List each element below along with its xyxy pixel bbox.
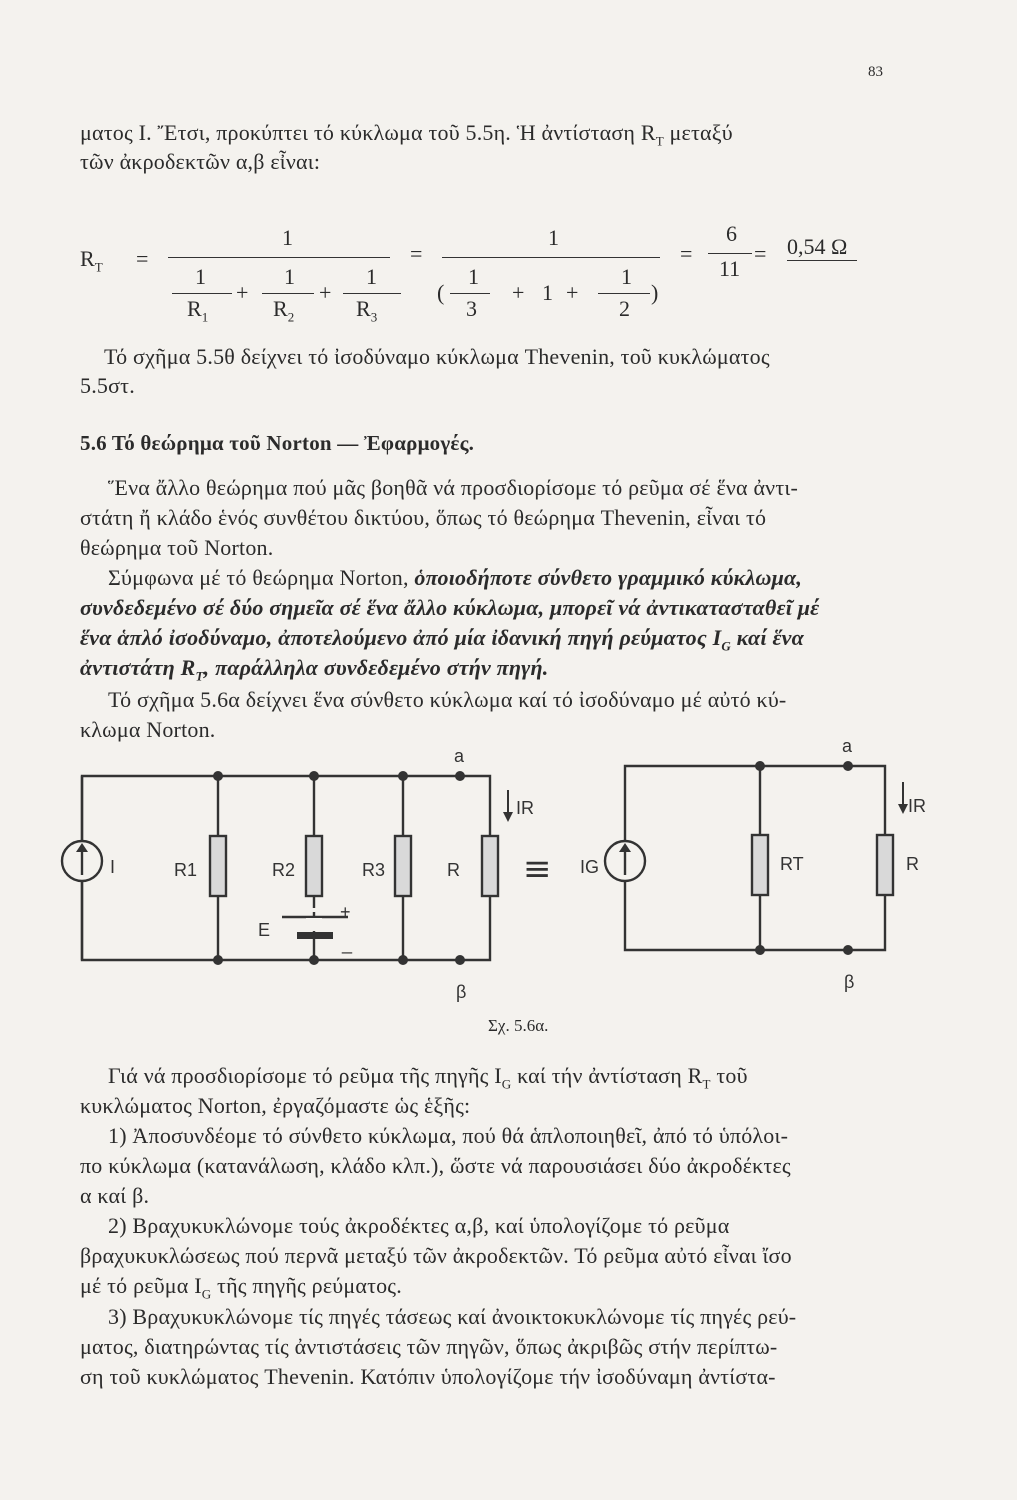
page-number: 83 (868, 64, 883, 80)
eq-plus: + (236, 280, 249, 305)
node (398, 771, 408, 781)
paragraph-line: στάτη ἤ κλάδο ἑνός συνθέτου δικτύου, ὅπως τό θεώρημα Thevenin, εἶναι τό (80, 505, 767, 530)
eq-r1 (187, 296, 208, 325)
eq-fraction-bar (343, 293, 401, 294)
text: μέ τό ρεῦμα I (80, 1273, 202, 1298)
load-label: R (906, 854, 919, 874)
node (309, 771, 319, 781)
paragraph-line: Τό σχῆμα 5.6α δείχνει ἕνα σύνθετο κύκλωμα καί τό ἰσοδύναμο μέ αὐτό κύ- (108, 687, 787, 712)
r2-resistor (306, 836, 322, 896)
eq-fraction-bar (262, 293, 314, 294)
current-label: IR (908, 796, 926, 816)
eq-fraction-bar (598, 293, 650, 294)
text: μεταξύ (663, 120, 733, 145)
eq-equals: = (136, 246, 149, 271)
eq-r3 (356, 296, 377, 325)
paragraph-line: Ἕνα ἄλλο θεώρημα πού μᾶς βοηθᾶ νά προσδιορίσομε τό ρεῦμα σέ ἕνα ἀντι- (108, 475, 799, 500)
subscript: T (195, 668, 204, 684)
subscript: T (702, 1076, 711, 1092)
paragraph-line: 5.5στ. (80, 373, 135, 398)
r: R (187, 296, 202, 321)
node (455, 771, 465, 781)
subscript: G (201, 1286, 212, 1302)
text: ἀντιστάτη R (80, 655, 196, 680)
node (398, 955, 408, 965)
source-label: I (110, 857, 116, 877)
terminal-a: a (454, 746, 465, 766)
node (843, 945, 853, 955)
r1-label: R1 (174, 860, 198, 880)
complex-circuit (62, 746, 534, 1002)
paragraph-line (108, 564, 938, 592)
node (213, 955, 223, 965)
eq-numerator: 1 (282, 225, 293, 250)
paragraph-line: τῶν ἀκροδεκτῶν α,β εἶναι: (80, 149, 321, 174)
eq-fraction-bar (708, 253, 752, 254)
battery-plate-short (297, 932, 333, 939)
eq-six: 6 (726, 221, 737, 246)
step-2-line: βραχυκυκλώσεως πού περνᾶ μεταξύ τῶν ἀκροδεκτῶν. Τό ρεῦμα αὐτό εἶναι ἴσο (80, 1243, 792, 1268)
eq-one: 1 (195, 264, 206, 289)
r: R (356, 296, 371, 321)
subscript: T (655, 133, 664, 149)
eq-fraction-bar (442, 257, 660, 258)
node (755, 945, 765, 955)
eq-one: 1 (284, 264, 295, 289)
eq-fraction-bar (172, 293, 232, 294)
step-1-line: 1) Ἀποσυνδέομε τό σύνθετο κύκλωμα, πού θά ἁπλοποιηθεῖ, ἀπό τό ὑπόλοι- (108, 1123, 789, 1148)
paragraph-line: συνδεδεμένο σέ δύο σημεῖα σέ ἕνα ἄλλο κύκλωμα, μπορεῖ νά ἀντικατασταθεῖ μέ (80, 595, 820, 620)
paragraph-line (80, 654, 910, 690)
subscript: G (721, 638, 731, 654)
text: Γιά νά προσδιορίσομε τό ρεῦμα τῆς πηγῆς I (108, 1063, 502, 1088)
text: τοῦ (710, 1063, 748, 1088)
current-label: IR (516, 798, 534, 818)
text: ματος I. Ἔτσι, προκύπτει τό κύκλωμα τοῦ 5.5η. Ἡ ἀντίσταση R (80, 120, 656, 145)
step-1-line: πο κύκλωμα (κατανάλωση, κλάδο κλπ.), ὥστε νά παρουσιάσει δύο ἀκροδέκτες (80, 1153, 791, 1178)
battery-plus: + (340, 902, 351, 922)
current-arrowhead-icon (898, 804, 908, 814)
node (309, 955, 319, 965)
eq-plus: + (319, 280, 332, 305)
paragraph-line: Τό σχῆμα 5.5θ δείχνει τό ἰσοδύναμο κύκλωμα Thevenin, τοῦ κυκλώματος (104, 344, 770, 369)
eq-one: 1 (621, 264, 632, 289)
norton-equivalent-circuit (580, 740, 926, 992)
eq-equals: = (410, 241, 423, 266)
paragraph-line: θεώρημα τοῦ Norton. (80, 535, 274, 560)
node (755, 761, 765, 771)
eq-fraction-bar (168, 257, 390, 258)
rt-resistor (752, 835, 768, 895)
step-2-line: 2) Βραχυκυκλώνομε τούς ἀκροδέκτες α,β, καί ὑπολογίζομε τό ρεῦμα (108, 1213, 730, 1238)
eq-equals: = (680, 241, 693, 266)
step-1-line: α καί β. (80, 1183, 150, 1208)
battery-label: E (258, 920, 271, 940)
eq-three: 3 (466, 296, 477, 321)
terminal-b: β (456, 982, 467, 1002)
node (213, 771, 223, 781)
text-bold: ὁποιοδήποτε σύνθετο γραμμικό κύκλωμα, (414, 565, 803, 590)
current-arrowhead-icon (503, 812, 513, 822)
source-label: IG (580, 857, 600, 877)
load-resistor (877, 835, 893, 895)
node (843, 761, 853, 771)
circuit-figure (0, 740, 1017, 1040)
step-3-line: ση τοῦ κυκλώματος Thevenin. Κατόπιν ὑπολογίζομε τήν ἰσοδύναμη ἀντίστα- (80, 1364, 776, 1389)
eq-one: 1 (366, 264, 377, 289)
text: καί τήν ἀντίσταση R (511, 1063, 703, 1088)
eq-one: 1 (542, 280, 553, 305)
terminal-a: a (842, 740, 853, 756)
battery-gap (306, 918, 322, 931)
sub: 3 (370, 309, 378, 325)
battery-gap (290, 908, 338, 912)
eq-close-paren: ) (651, 280, 659, 305)
load-label: R (447, 860, 460, 880)
sub: 1 (201, 309, 209, 325)
step-3-line: 3) Βραχυκυκλώνομε τίς πηγές τάσεως καί ἀνοικτοκυκλώνομε τίς πηγές ρεύ- (108, 1304, 797, 1329)
eq-lhs (80, 246, 103, 275)
eq-numerator: 1 (548, 225, 559, 250)
eq-result: 0,54 Ω (787, 234, 857, 261)
battery-minus: _ (342, 934, 353, 954)
terminal-b: β (844, 972, 855, 992)
node (455, 955, 465, 965)
eq-lhs-sub: T (94, 259, 103, 275)
text: τῆς πηγῆς ρεύματος. (211, 1273, 402, 1298)
eq-open-paren: ( (437, 280, 445, 305)
eq-eleven: 11 (719, 256, 741, 281)
figure-caption: Σχ. 5.6α. (488, 1016, 549, 1035)
eq-one: 1 (468, 264, 479, 289)
text: Σύμφωνα μέ τό θεώρημα Norton, (108, 565, 415, 590)
r3-label: R3 (362, 860, 386, 880)
equivalence-symbol: ≡ (523, 849, 552, 889)
r2-label: R2 (272, 860, 296, 880)
section-heading: 5.6 Τό θεώρημα τοῦ Norton — Ἐφαρμογές. (80, 431, 475, 455)
subscript: G (501, 1076, 512, 1092)
text: , παράλληλα συνδεδεμένο στήν πηγή. (203, 655, 549, 680)
eq-lhs-r: R (80, 246, 95, 271)
eq-equals: = (754, 241, 767, 266)
text: ἕνα ἁπλό ἰσοδύναμο, ἀποτελούμενο ἀπό μία ἰδανική πηγή ρεύματος I (80, 625, 722, 650)
paragraph-line: κλωμα Norton. (80, 717, 216, 742)
eq-fraction-bar (450, 293, 490, 294)
text: καί ἕνα (730, 625, 805, 650)
rt-label: RT (780, 854, 804, 874)
eq-plus: + (512, 280, 525, 305)
r1-resistor (210, 836, 226, 896)
eq-r2 (273, 296, 294, 325)
step-3-line: ματος, διατηρώντας τίς ἀντιστάσεις τῶν πηγῶν, ὅπως ἀκριβῶς στήν περίπτω- (80, 1334, 778, 1359)
r3-resistor (395, 836, 411, 896)
sub: 2 (287, 309, 295, 325)
paragraph-line: κυκλώματος Norton, ἐργαζόμαστε ὡς ἑξῆς: (80, 1093, 471, 1118)
load-resistor (482, 836, 498, 896)
eq-two: 2 (619, 296, 630, 321)
r: R (273, 296, 288, 321)
eq-plus: + (566, 280, 579, 305)
